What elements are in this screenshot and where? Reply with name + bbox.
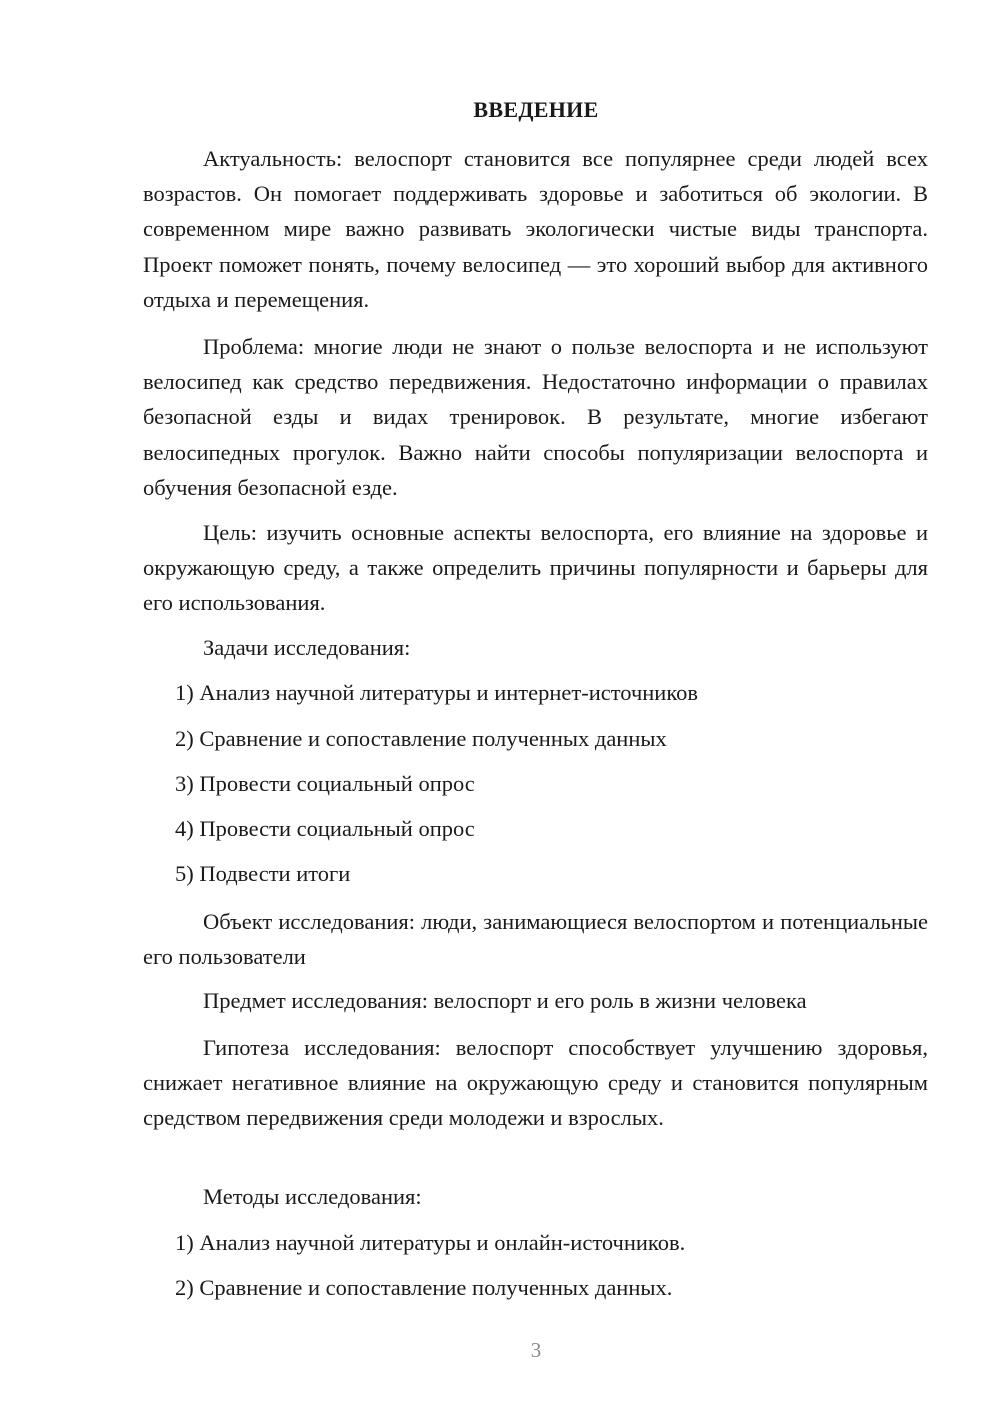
subject-line: Предмет исследования: велоспорт и его роль в жизни человека bbox=[203, 988, 807, 1013]
methods-heading: Методы исследования: bbox=[203, 1184, 422, 1209]
goal-paragraph: Цель: изучить основные аспекты велоспорта, его влияние на здоровье и окружающую среду, а также определить причины популярности и барьеры для его использования. bbox=[143, 520, 928, 616]
tasks-heading: Задачи исследования: bbox=[203, 635, 411, 660]
task-item: 1) Анализ научной литературы и интернет-источников bbox=[175, 680, 699, 705]
page-title: ВВЕДЕНИЕ bbox=[473, 97, 599, 122]
task-item: 4) Провести социальный опрос bbox=[175, 816, 475, 841]
task-item: 5) Подвести итоги bbox=[175, 861, 351, 886]
page-number: 3 bbox=[530, 1338, 542, 1362]
method-item: 2) Сравнение и сопоставление полученных данных. bbox=[175, 1275, 673, 1300]
object-paragraph: Объект исследования: люди, занимающиеся велоспортом и потенциальные его пользователи bbox=[143, 909, 928, 970]
method-item: 1) Анализ научной литературы и онлайн-источников. bbox=[175, 1230, 686, 1255]
task-item: 2) Сравнение и сопоставление полученных данных bbox=[175, 726, 667, 751]
relevance-paragraph: Актуальность: велоспорт становится все популярнее среди людей всех возрастов. Он помогает поддерживать здоровье и заботиться об экологии. В современном мире важно развивать экологически чистые виды транспорта. Проект поможет понять, почему велосипед — это хороший выбор для активного отдыха и перемещения. bbox=[143, 146, 928, 312]
hypothesis-paragraph: Гипотеза исследования: велоспорт способствует улучшению здоровья, снижает негативное влияние на окружающую среду и становится популярным средством передвижения среди молодежи и взрослых. bbox=[143, 1035, 928, 1131]
problem-paragraph: Проблема: многие люди не знают о пользе велоспорта и не используют велосипед как средство передвижения. Недостаточно информации о правилах безопасной езды и видах тренировок. В результате, многие избегают велосипедных прогулок. Важно найти способы популяризации велоспорта и обучения безопасной езде. bbox=[143, 334, 928, 500]
task-item: 3) Провести социальный опрос bbox=[175, 771, 475, 796]
